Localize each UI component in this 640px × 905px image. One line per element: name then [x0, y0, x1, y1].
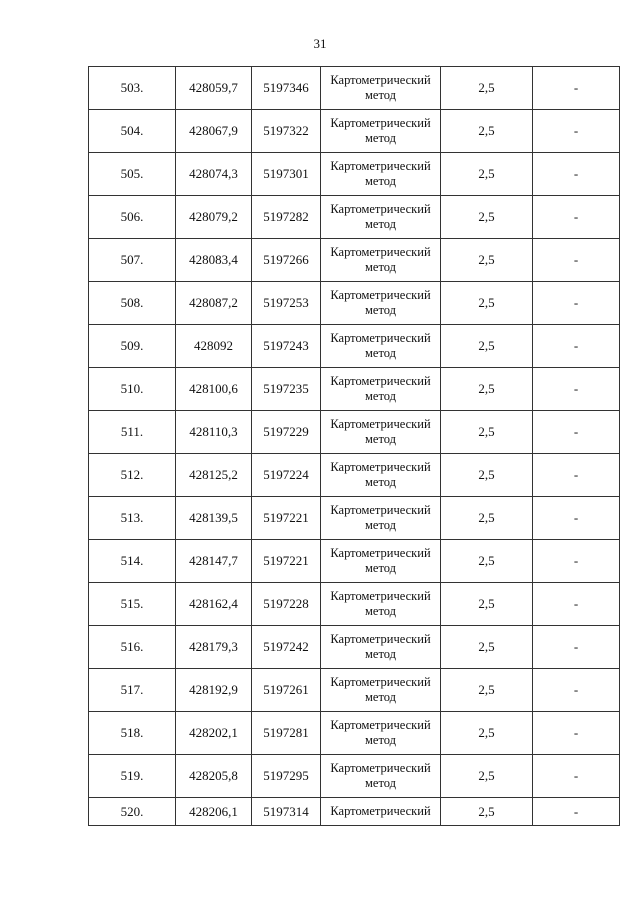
method-line-2: метод	[364, 690, 396, 704]
x-coordinate-cell: 428125,2	[176, 454, 252, 497]
point-number-cell: 517.	[89, 669, 176, 712]
method-cell	[321, 67, 441, 110]
note-cell: -	[533, 153, 620, 196]
y-coordinate-cell: 5197261	[252, 669, 321, 712]
y-coordinate-cell: 5197346	[252, 67, 321, 110]
method-line-1: Картометрический	[330, 503, 431, 517]
accuracy-cell: 2,5	[441, 497, 533, 540]
note-cell: -	[533, 798, 620, 826]
x-coordinate-cell: 428092	[176, 325, 252, 368]
method-cell	[321, 669, 441, 712]
method-cell	[321, 454, 441, 497]
method-cell	[321, 626, 441, 669]
method-cell	[321, 540, 441, 583]
point-number-cell: 506.	[89, 196, 176, 239]
point-number-cell: 507.	[89, 239, 176, 282]
y-coordinate-cell: 5197228	[252, 583, 321, 626]
method-line-2: метод	[364, 217, 396, 231]
x-coordinate-cell: 428147,7	[176, 540, 252, 583]
table-row	[89, 368, 620, 411]
x-coordinate-cell: 428100,6	[176, 368, 252, 411]
table-row	[89, 454, 620, 497]
y-coordinate-cell: 5197281	[252, 712, 321, 755]
table-row	[89, 196, 620, 239]
x-coordinate-cell: 428139,5	[176, 497, 252, 540]
note-cell: -	[533, 110, 620, 153]
method-cell	[321, 153, 441, 196]
note-cell: -	[533, 239, 620, 282]
method-cell	[321, 583, 441, 626]
table-row	[89, 755, 620, 798]
method-cell	[321, 712, 441, 755]
y-coordinate-cell: 5197322	[252, 110, 321, 153]
y-coordinate-cell: 5197235	[252, 368, 321, 411]
method-cell	[321, 110, 441, 153]
accuracy-cell: 2,5	[441, 583, 533, 626]
accuracy-cell: 2,5	[441, 368, 533, 411]
method-line-1: Картометрический	[330, 417, 431, 431]
accuracy-cell: 2,5	[441, 411, 533, 454]
method-line-2: метод	[364, 475, 396, 489]
note-cell: -	[533, 669, 620, 712]
table-row	[89, 583, 620, 626]
method-line-1: Картометрический	[330, 460, 431, 474]
table-row	[89, 626, 620, 669]
method-cell	[321, 196, 441, 239]
point-number-cell: 518.	[89, 712, 176, 755]
method-cell	[321, 239, 441, 282]
note-cell: -	[533, 712, 620, 755]
x-coordinate-cell: 428206,1	[176, 798, 252, 826]
point-number-cell: 519.	[89, 755, 176, 798]
table-row	[89, 110, 620, 153]
method-line-1: Картометрический	[330, 245, 431, 259]
accuracy-cell: 2,5	[441, 454, 533, 497]
note-cell: -	[533, 626, 620, 669]
x-coordinate-cell: 428087,2	[176, 282, 252, 325]
note-cell: -	[533, 540, 620, 583]
point-number-cell: 516.	[89, 626, 176, 669]
x-coordinate-cell: 428059,7	[176, 67, 252, 110]
method-line-2: метод	[364, 346, 396, 360]
accuracy-cell: 2,5	[441, 153, 533, 196]
x-coordinate-cell: 428205,8	[176, 755, 252, 798]
method-line-1: Картометрический	[330, 632, 431, 646]
point-number-cell: 520.	[89, 798, 176, 826]
method-line-1: Картометрический	[330, 159, 431, 173]
method-line-2: метод	[364, 561, 396, 575]
method-line-2: метод	[364, 733, 396, 747]
y-coordinate-cell: 5197266	[252, 239, 321, 282]
method-line-2: метод	[364, 131, 396, 145]
accuracy-cell: 2,5	[441, 325, 533, 368]
y-coordinate-cell: 5197221	[252, 497, 321, 540]
note-cell: -	[533, 454, 620, 497]
method-line-2: метод	[364, 88, 396, 102]
accuracy-cell: 2,5	[441, 755, 533, 798]
note-cell: -	[533, 411, 620, 454]
y-coordinate-cell: 5197229	[252, 411, 321, 454]
x-coordinate-cell: 428110,3	[176, 411, 252, 454]
point-number-cell: 511.	[89, 411, 176, 454]
method-line-1: Картометрический	[330, 546, 431, 560]
note-cell: -	[533, 368, 620, 411]
point-number-cell: 505.	[89, 153, 176, 196]
point-number-cell: 509.	[89, 325, 176, 368]
accuracy-cell: 2,5	[441, 540, 533, 583]
x-coordinate-cell: 428067,9	[176, 110, 252, 153]
note-cell: -	[533, 755, 620, 798]
y-coordinate-cell: 5197295	[252, 755, 321, 798]
method-cell	[321, 755, 441, 798]
table-row	[89, 712, 620, 755]
method-line-1: Картометрический	[330, 288, 431, 302]
y-coordinate-cell: 5197253	[252, 282, 321, 325]
y-coordinate-cell: 5197301	[252, 153, 321, 196]
note-cell: -	[533, 196, 620, 239]
y-coordinate-cell: 5197242	[252, 626, 321, 669]
x-coordinate-cell: 428083,4	[176, 239, 252, 282]
x-coordinate-cell: 428192,9	[176, 669, 252, 712]
table-row	[89, 540, 620, 583]
method-cell	[321, 325, 441, 368]
method-cell	[321, 368, 441, 411]
accuracy-cell: 2,5	[441, 196, 533, 239]
y-coordinate-cell: 5197314	[252, 798, 321, 826]
accuracy-cell: 2,5	[441, 239, 533, 282]
method-cell	[321, 411, 441, 454]
y-coordinate-cell: 5197282	[252, 196, 321, 239]
accuracy-cell: 2,5	[441, 110, 533, 153]
accuracy-cell: 2,5	[441, 798, 533, 826]
table-row	[89, 67, 620, 110]
method-line-2: метод	[364, 647, 396, 661]
y-coordinate-cell: 5197221	[252, 540, 321, 583]
method-line-2: метод	[364, 604, 396, 618]
method-line-2: метод	[364, 776, 396, 790]
method-line-1: Картометрический	[330, 374, 431, 388]
table-row	[89, 669, 620, 712]
method-line-1: Картометрический	[330, 804, 431, 818]
y-coordinate-cell: 5197224	[252, 454, 321, 497]
method-line-2: метод	[364, 303, 396, 317]
point-number-cell: 513.	[89, 497, 176, 540]
x-coordinate-cell: 428179,3	[176, 626, 252, 669]
method-cell	[321, 798, 441, 826]
x-coordinate-cell: 428162,4	[176, 583, 252, 626]
point-number-cell: 515.	[89, 583, 176, 626]
table-row	[89, 239, 620, 282]
accuracy-cell: 2,5	[441, 669, 533, 712]
note-cell: -	[533, 67, 620, 110]
method-line-2: метод	[364, 260, 396, 274]
method-line-1: Картометрический	[330, 675, 431, 689]
point-number-cell: 503.	[89, 67, 176, 110]
point-number-cell: 514.	[89, 540, 176, 583]
method-cell	[321, 497, 441, 540]
accuracy-cell: 2,5	[441, 282, 533, 325]
method-line-1: Картометрический	[330, 761, 431, 775]
table-row	[89, 497, 620, 540]
method-line-1: Картометрический	[330, 589, 431, 603]
table-row	[89, 411, 620, 454]
x-coordinate-cell: 428079,2	[176, 196, 252, 239]
accuracy-cell: 2,5	[441, 67, 533, 110]
coordinates-table	[88, 66, 620, 826]
x-coordinate-cell: 428202,1	[176, 712, 252, 755]
y-coordinate-cell: 5197243	[252, 325, 321, 368]
point-number-cell: 504.	[89, 110, 176, 153]
method-line-1: Картометрический	[330, 202, 431, 216]
accuracy-cell: 2,5	[441, 626, 533, 669]
note-cell: -	[533, 282, 620, 325]
method-line-2: метод	[364, 518, 396, 532]
method-line-2: метод	[364, 389, 396, 403]
note-cell: -	[533, 325, 620, 368]
point-number-cell: 512.	[89, 454, 176, 497]
table-row	[89, 153, 620, 196]
method-cell	[321, 282, 441, 325]
point-number-cell: 510.	[89, 368, 176, 411]
accuracy-cell: 2,5	[441, 712, 533, 755]
point-number-cell: 508.	[89, 282, 176, 325]
note-cell: -	[533, 497, 620, 540]
page-number: 31	[313, 36, 327, 51]
x-coordinate-cell: 428074,3	[176, 153, 252, 196]
method-line-2: метод	[364, 432, 396, 446]
table-row	[89, 282, 620, 325]
method-line-2: метод	[364, 174, 396, 188]
method-line-1: Картометрический	[330, 331, 431, 345]
method-line-1: Картометрический	[330, 718, 431, 732]
method-line-1: Картометрический	[330, 116, 431, 130]
note-cell: -	[533, 583, 620, 626]
table-row	[89, 798, 620, 826]
method-line-1: Картометрический	[330, 73, 431, 87]
table-row	[89, 325, 620, 368]
